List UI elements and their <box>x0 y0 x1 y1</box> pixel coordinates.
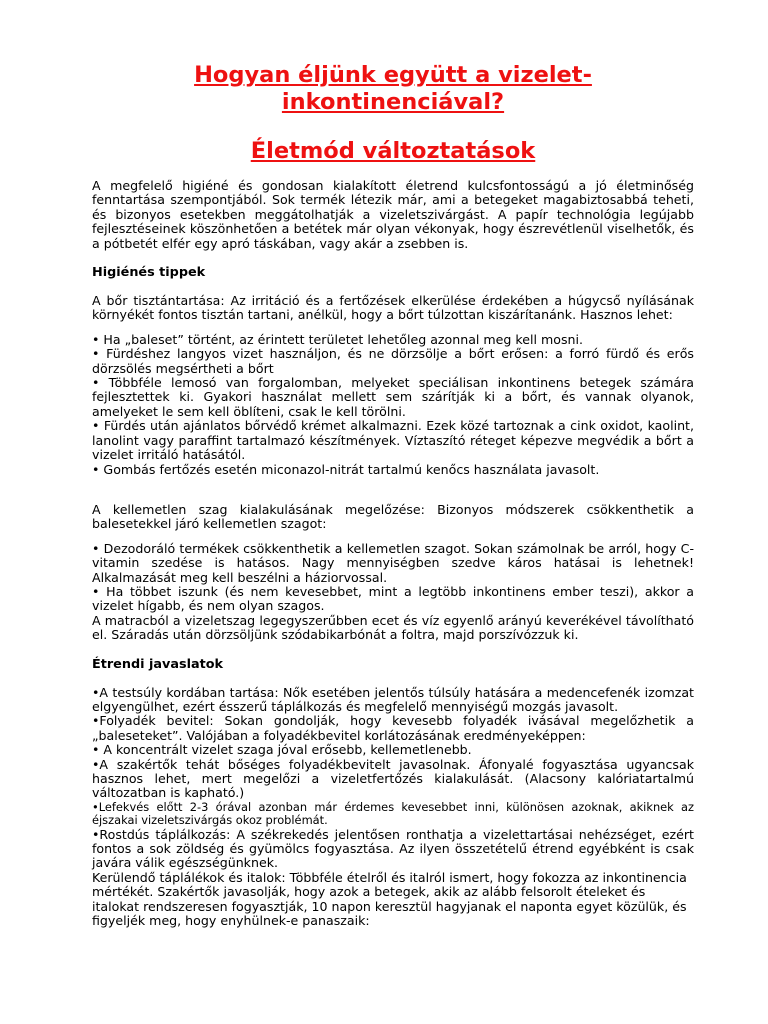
list-item: •A szakértők tehát bőséges folyadékbevitelt javasolnak. Áfonyalé fogyasztása ugyancsak hasznos lehet, mert megelőzi a vizeletfertőzés kialakulását. (Alacsony kalóriatartalmú változatban is kapható.) <box>92 756 694 801</box>
odor-list <box>92 542 694 643</box>
diet-list <box>92 686 694 929</box>
intro-paragraph: A megfelelő higiéné és gondosan kialakított életrend kulcsfontosságú a jó életminőség fenntartása szempontjából. Sok termék létezik már, ami a betegeket magabiztosabbá teheti, és bizonyos esetekben meggátolhatják a vizeletszivárgást. A papír technológia legújabb fejlesztéseinek köszönhetően a betétek már olyan vékonyak, hogy észrevétlenül viselhetők, és a pótbetét elfér egy apró táskában, vagy akár a zsebben is. <box>92 178 694 251</box>
list-item: •Rostdús táplálkozás: A székrekedés jelentősen ronthatja a vizelettartásai nehézséget, ezért fontos a sok zöldség és gyümölcs fogyasztása. Az ilyen összetételű étrend egyébként is csak javára válik egészségünknek. <box>92 826 694 871</box>
diet-heading: Étrendi javaslatok <box>92 656 224 672</box>
list-item: • Fürdéshez langyos vizet használjon, és ne dörzsölje a bőrt erősen: a forró fürdő és erős dörzsölés megsértheti a bőrt <box>92 346 694 376</box>
list-item: •Folyadék bevitel: Sokan gondolják, hogy kevesebb folyadék ivásával megelőzhetik a „baleseteket”. Valójában a folyadékbevitel korlátozásának eredményeképpen: <box>92 713 694 743</box>
hygiene-list <box>92 333 694 477</box>
list-item: • Ha többet iszunk (és nem kevesebbet, mint a legtöbb inkontinens ember teszi), akkor a vizelet hígabb, és nem olyan szagos. <box>92 583 694 614</box>
hygiene-intro: A bőr tisztántartása: Az irritáció és a fertőzések elkerülése érdekében a húgycső nyílásának környékét fontos tisztán tartani, anélkül, hogy a bőrt túlzottan kiszárítanánk. Hasznos lehet: <box>92 293 694 323</box>
list-item: Kerülendő táplálékok és italok: Többféle ételről és italról ismert, hogy fokozza az inkontinencia mértékét. Szakértők javasolják, hogy azok a betegek, akik az alább felsorolt ételeket és italokat rendszeresen fogyasztják, 10 napon keresztül hagyjanak el naponta egyet közülük, és figyeljék meg, hogy enyhülnek-e panaszaik: <box>92 869 687 929</box>
list-item: • Ha „baleset” történt, az érintett területet lehetőleg azonnal meg kell mosni. <box>92 331 584 347</box>
list-item: •Lefekvés előtt 2-3 órával azonban már érdemes kevesebbet inni, különösen azoknak, akiknek az éjszakai vizeletszivárgás okoz problémát. <box>92 799 694 828</box>
list-item: A matracból a vizeletszag legegyszerűbben ecet és víz egyenlő arányú keverékével távolítható el. Száradás után dörzsöljünk szódabikarbónát a foltra, majd porszívózzuk ki. <box>92 612 694 643</box>
list-item: • Dezodoráló termékek csökkenthetik a kellemetlen szagot. Sokan számolnak be arról, hogy C-vitamin szedése is hatásos. Nagy mennyiségben szedve káros hatásai is lehetnek! Alkalmazását meg kell beszélni a háziorvossal. <box>92 540 694 585</box>
document-subtitle: Életmód változtatások <box>250 138 536 164</box>
hygiene-heading: Higiénés tippek <box>92 265 206 281</box>
list-item: • Gombás fertőzés esetén miconazol-nitrát tartalmú kenőcs használata javasolt. <box>92 461 600 477</box>
list-item: •A testsúly kordában tartása: Nők esetében jelentős túlsúly hatására a medencefenék izomzat elgyengülhet, ezért ésszerű táplálkozás és megfelelő mennyiségű mozgás javasolt. <box>92 684 694 714</box>
odor-intro: A kellemetlen szag kialakulásának megelőzése: Bizonyos módszerek csökkenthetik a balesetekkel járó kellemetlen szagot: <box>92 501 694 532</box>
list-item: • A koncentrált vizelet szaga jóval erősebb, kellemetlenebb. <box>92 742 472 758</box>
document-title: Hogyan éljünk együtt a vizelet-inkontinenciával? <box>194 62 592 115</box>
list-item: • Fürdés után ajánlatos bőrvédő krémet alkalmazni. Ezek közé tartoznak a cink oxidot, kaolint, lanolint vagy paraffint tartalmazó készítmények. Víztaszító réteget képezve megvédik a bőrt a vizelet irritáló hatásától. <box>92 418 694 463</box>
list-item: • Többféle lemosó van forgalomban, melyeket speciálisan inkontinens betegek számára fejlesztettek ki. Gyakori használat mellett sem szárítják ki a bőrt, és vannak olyanok, amelyeket le sem kell öblíteni, csak le kell törölni. <box>92 375 694 419</box>
